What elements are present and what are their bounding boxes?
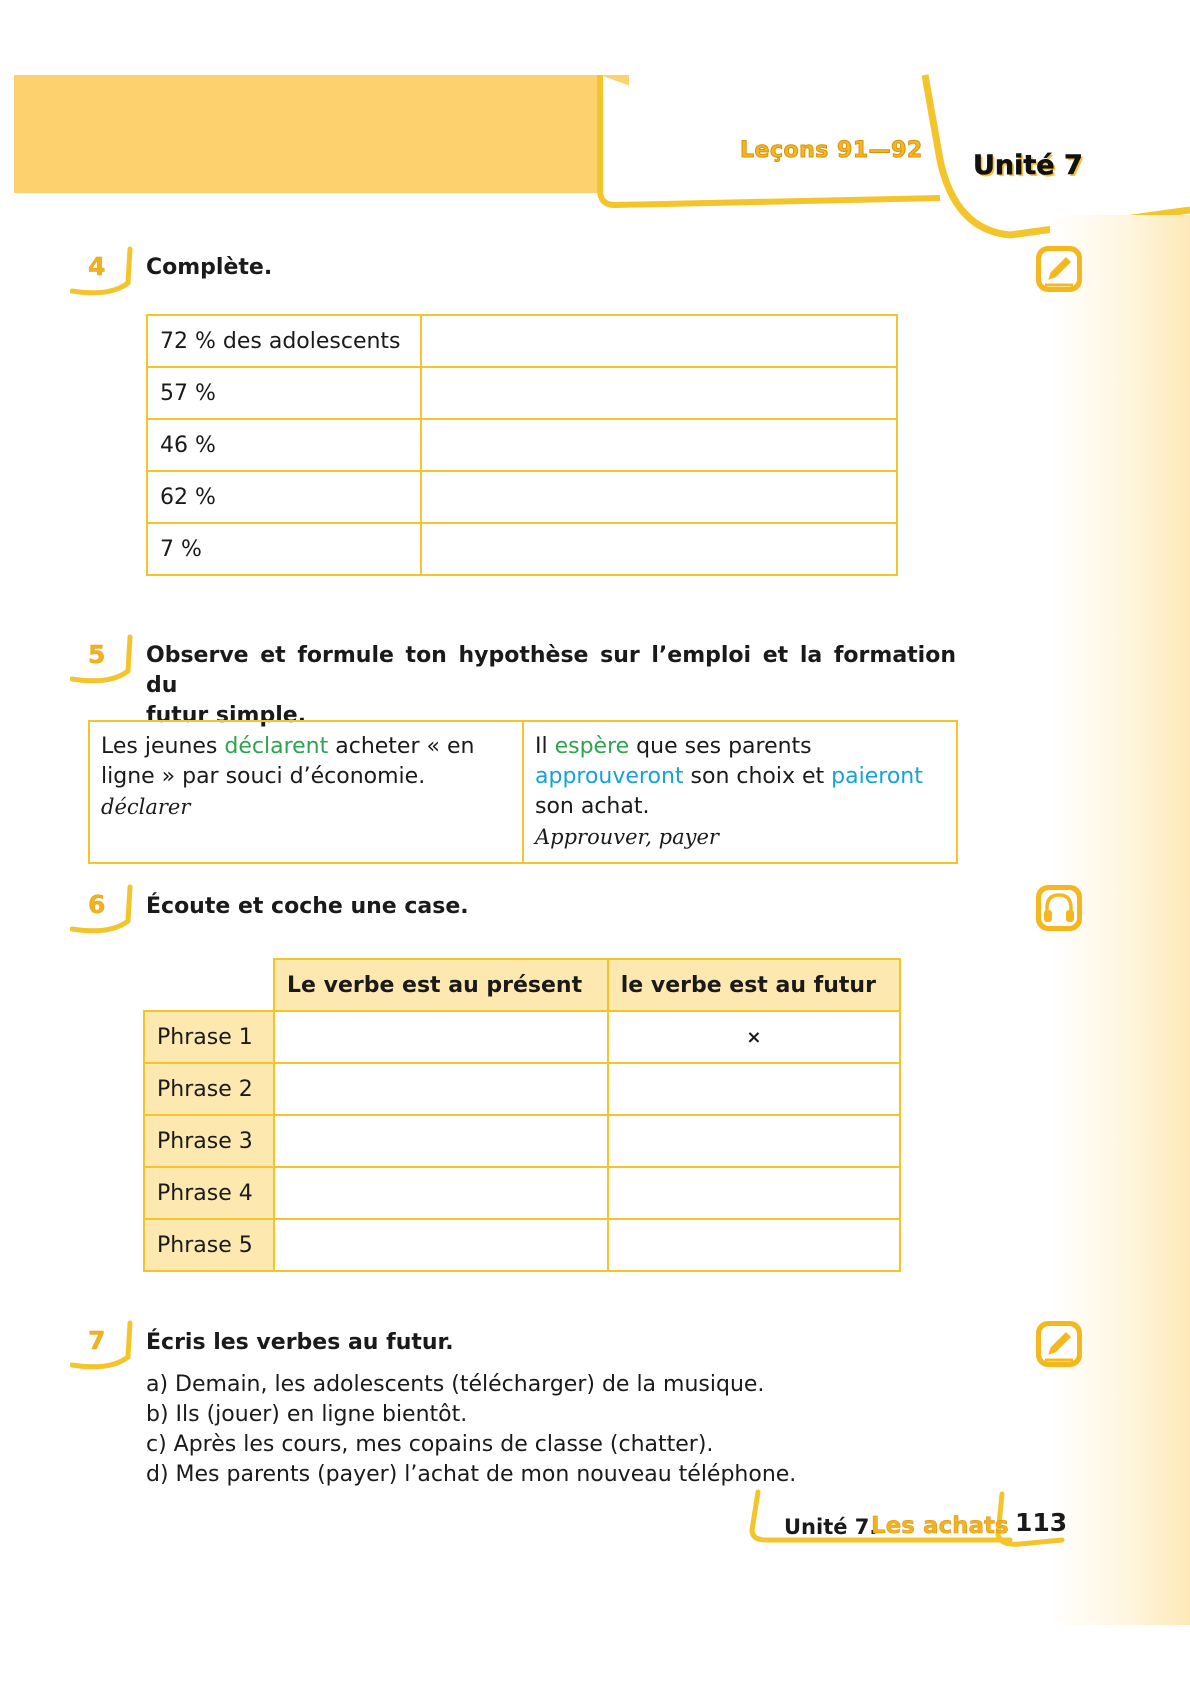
table-row [147,523,897,575]
row-label: Phrase 2 [144,1063,274,1115]
list-item: a) Demain, les adolescents (télécharger) de la musique. [146,1372,765,1397]
pencil-icon [1033,1318,1085,1370]
verb-present: déclarent [224,734,329,759]
exercise-6-number: 6 [88,890,106,919]
row-label: Phrase 4 [144,1167,274,1219]
table-row [144,1011,900,1063]
handwritten-answer: Approuver, payer [535,825,719,849]
list-item: b) Ils (jouer) en ligne bientôt. [146,1402,468,1427]
table-row [147,315,897,367]
row-label: Phrase 5 [144,1219,274,1271]
exercise-5-title-line2: futur simple. [146,703,307,728]
exercise-4-title: Complète. [146,255,273,280]
checkbox-present[interactable] [274,1219,608,1271]
percent-cell: 57 % [147,367,421,419]
checkbox-futur[interactable] [608,1115,900,1167]
exercise-number-swoosh [70,245,134,297]
exercise-7-title: Écris les verbes au futur. [146,1330,454,1355]
verb-present: espère [554,734,630,759]
footer-title: Les achats [871,1513,1009,1539]
list-item: d) Mes parents (payer) l’achat de mon nouveau téléphone. [146,1462,797,1487]
exercise-5-table [88,720,958,864]
exercise-5-title-line1: Observe et formule ton hypothèse sur l’emploi et la formation du [146,643,956,698]
empty-corner-cell [144,959,274,1011]
checkbox-present[interactable] [274,1167,608,1219]
example-cell-left: Les jeunes déclarent acheter « en ligne » par souci d’économie. déclarer [89,721,523,863]
table-row [147,471,897,523]
answer-cell[interactable] [421,419,897,471]
percent-cell: 72 % des adolescents [147,315,421,367]
checkbox-present[interactable] [274,1063,608,1115]
unit-label: Unité 7 [973,150,1083,181]
column-header-present: Le verbe est au présent [274,959,608,1011]
table-row [144,1115,900,1167]
row-label: Phrase 1 [144,1011,274,1063]
exercise-6-title: Écoute et coche une case. [146,894,469,919]
checkbox-present[interactable] [274,1011,608,1063]
exercise-6-table [143,958,901,1272]
checkbox-futur[interactable] [608,1167,900,1219]
table-row [89,721,957,863]
row-label: Phrase 3 [144,1115,274,1167]
exercise-7-list [146,1370,796,1490]
verb-future: paieront [831,764,923,789]
exercise-4-table [146,314,898,576]
checkbox-present[interactable] [274,1115,608,1167]
percent-cell: 7 % [147,523,421,575]
exercise-number-swoosh [70,883,134,935]
answer-cell[interactable] [421,367,897,419]
exercise-5-number: 5 [88,640,106,669]
checkbox-futur[interactable] [608,1219,900,1271]
exercise-4-number: 4 [88,252,106,281]
percent-cell: 46 % [147,419,421,471]
table-row [144,1063,900,1115]
list-item: c) Après les cours, mes copains de classe (chatter). [146,1432,714,1457]
column-header-futur: le verbe est au futur [608,959,900,1011]
exercise-number-swoosh [70,633,134,685]
exercise-number-swoosh [70,1319,134,1371]
verb-future: approuveront [535,764,684,789]
table-row [144,1219,900,1271]
checkbox-futur[interactable] [608,1063,900,1115]
exercise-5-title [146,641,956,731]
table-row [144,1167,900,1219]
pencil-icon [1033,243,1085,295]
checkbox-futur[interactable]: × [608,1011,900,1063]
exercise-7-number: 7 [88,1326,106,1355]
answer-cell[interactable] [421,315,897,367]
example-cell-right: Il espère que ses parents approuveront son choix et paieront son achat. Approuver, payer [523,721,957,863]
headphones-icon [1033,882,1085,934]
header-tab-shape [0,0,1190,260]
handwritten-answer: déclarer [101,795,191,819]
percent-cell: 62 % [147,471,421,523]
page-number: 113 [1015,1508,1068,1537]
table-row [147,367,897,419]
answer-cell[interactable] [421,523,897,575]
footer-unit: Unité 7. [784,1515,878,1539]
lessons-label: Leçons 91—92 [740,138,923,163]
table-header-row [144,959,900,1011]
answer-cell[interactable] [421,471,897,523]
table-row [147,419,897,471]
